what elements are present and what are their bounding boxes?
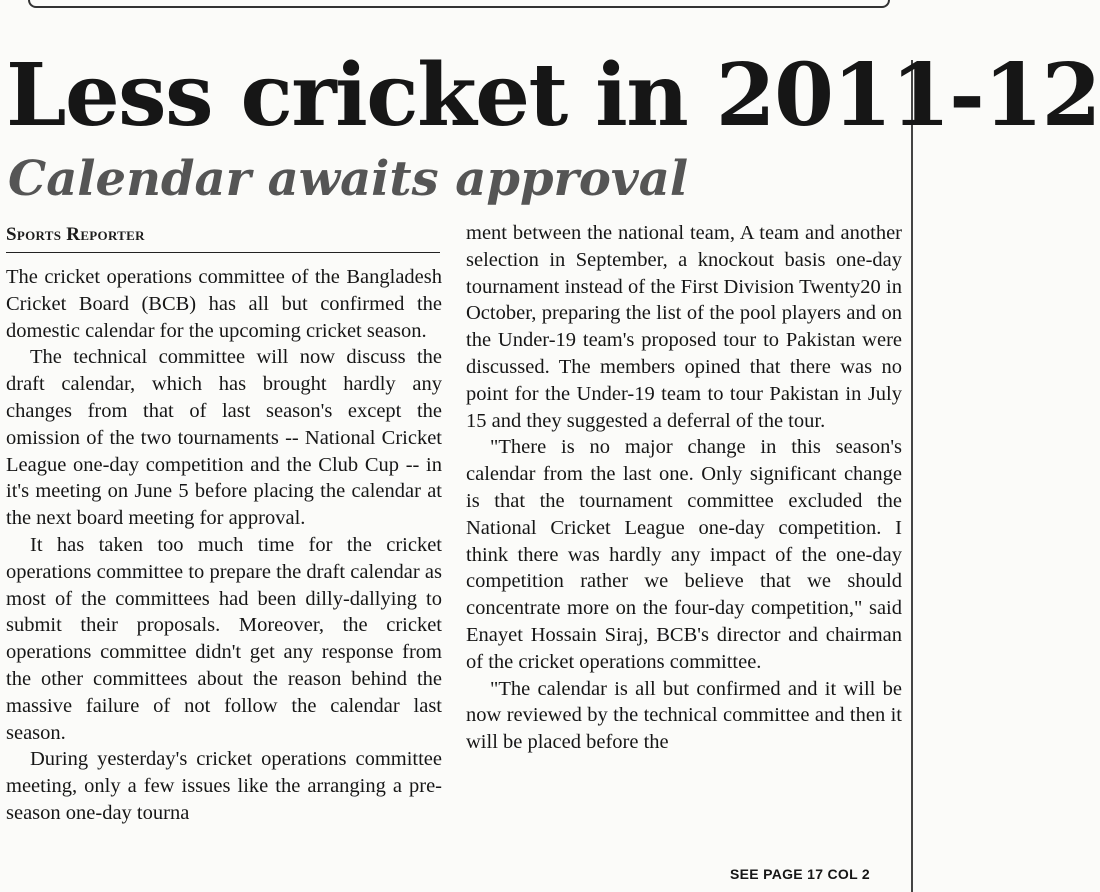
paragraph: ment between the national team, A team and another selection in September, a knockout basis one-day tournament instead of the First Division Twenty20 in October, preparing the list of the pool players and on the Under-19 team's proposed tour to Pakistan were discussed. The members opined that there was no point for the Under-19 team to tour Pakistan in July 15 and they suggested a deferral of the tour. (466, 222, 902, 432)
headline: Less cricket in 2011-12 (6, 45, 1100, 146)
paragraph: "There is no major change in this season's calendar from the last one. Only significant change is that the tournament committee excluded the National Cricket League one-day competition. I think there was hardly any impact of the one-day competition rather we believe that we should concentrate more on the four-day competition," said Enayet Hossain Siraj, BCB's director and chairman of the cricket operations committee. (466, 436, 902, 673)
subheadline: Calendar awaits approval (8, 151, 689, 207)
article-column-left (6, 264, 442, 827)
paragraph: During yesterday's cricket operations committee meeting, only a few issues like the arranging a pre-season one-day tourna (6, 748, 442, 824)
paragraph: "The calendar is all but confirmed and it will be now reviewed by the technical committee and then it will be placed before the (466, 677, 902, 754)
paragraph: The cricket operations committee of the Bangladesh Cricket Board (BCB) has all but confirmed the domestic calendar for the upcoming cricket season. (6, 266, 442, 342)
paragraph: It has taken too much time for the cricket operations committee to prepare the draft calendar as most of the committees had been dilly-dallying to submit their proposals. Moreover, the cricket operations committee didn't get any response from the other committees about the reason behind the massive failure of not follow the calendar last season. (6, 533, 442, 744)
article-column-right (466, 220, 902, 756)
continuation-jump-line: SEE PAGE 17 COL 2 (730, 866, 870, 882)
top-border-frame (28, 0, 890, 8)
byline-rule (6, 252, 440, 253)
paragraph: The technical committee will now discuss the draft calendar, which has brought hardly any changes from that of last season's except the omission of the two tournaments -- National Cricket League one-day competition and the Club Cup -- in it's meeting on June 5 before placing the calendar at the next board meeting for approval. (6, 346, 442, 530)
right-column-rule (911, 60, 913, 892)
byline: Sports Reporter (6, 224, 145, 245)
